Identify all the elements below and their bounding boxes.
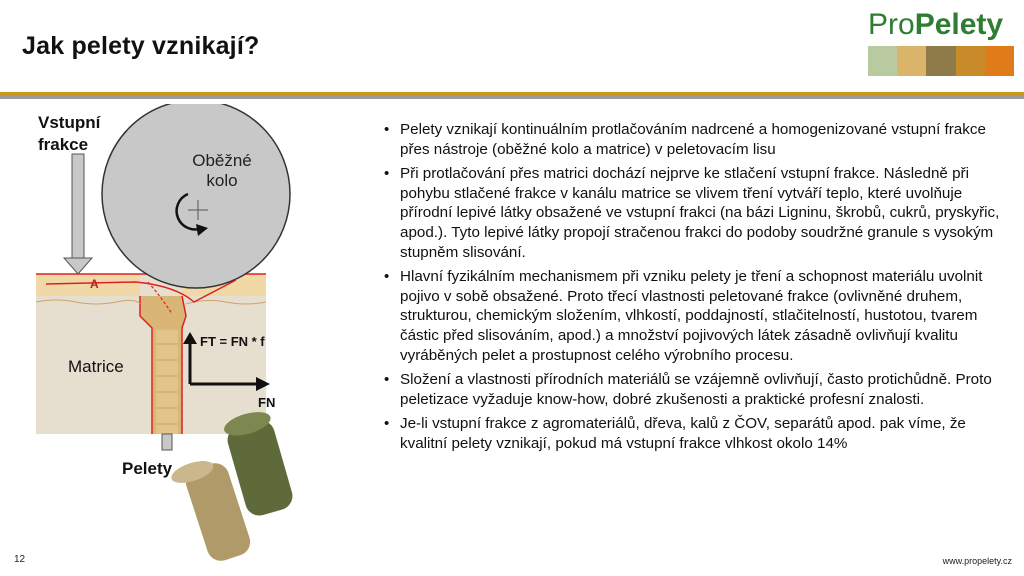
pellets-label: Pelety [122,459,173,478]
propelety-logo [868,8,1014,82]
input-arrow [64,154,92,274]
pellet-press-diagram [36,104,336,574]
die-block [36,274,266,434]
logo-text-pro: Pro [868,8,915,41]
bullet-item: • Je-li vstupní frakce z agromateriálů, dřeva, kalů z ČOV, separátů apod. pak víme, že kvalitní pelety vznikají, pokud má vstupní frakce vlhkost okolo 14% [384,414,1004,453]
bullet-item: • Složení a vlastnosti přírodních materiálů se vzájemně ovlivňují, často protichůdně. Proto peletizace vyžaduje know-how, dobré zkušenosti a praktické profesní znalosti. [384,370,1004,409]
roller-label-2: kolo [206,171,238,190]
input-fraction-label-1: Vstupní [38,113,101,132]
slide-title: Jak pelety vznikají? [22,32,260,60]
website-footer: www.propelety.cz [942,556,1012,566]
header-rule-gray [0,96,1024,99]
logo-photo-strip [868,46,1014,76]
output-arrow [162,434,172,450]
logo-text-pelety: Pelety [914,8,1004,41]
page-number: 12 [14,554,26,565]
friction-force-equation: FT = FN * f [200,334,265,349]
roller-label-1: Oběžné [192,151,252,170]
bullet-item: • Hlavní fyzikálním mechanismem při vzniku pelety je tření a schopnost materiálu uvolnit pojivo v sobě obsažené. Proto třecí vlastnosti peletované frakce (ovlivněné druhem, strukturou, chemickým složením, vlhkostí, poddajností, stlačitelností, hustotou, tvarem částic před slisováním, apod.) a množství pojivových látek zásadně ovlivňují kvalitu vyráběných pelet a prostupnost celého výrobního procesu. [384,267,1004,365]
die-label: Matrice [68,357,124,376]
pellet-in-channel [156,330,178,434]
bullet-item: • Při protlačování přes matrici dochází nejprve ke stlačení vstupní frakce. Následně při pohybu stlačené frakce v kanálu matrice se vlivem tření vytváří teplo, které uvolňuje přírodní lepivé látky obsažené ve vstupní frakci (na bázi Ligninu, škrobů, cukrů, pryskyřic, apod.). Tyto lepivé látky propojí stračenou frakci do podoby soudržné granule s vysokým stupněm slisování. [384,164,1004,262]
logo-text [868,8,1014,42]
normal-force-label: FN [258,395,276,410]
bullet-list [384,120,1004,459]
input-fraction-label-2: frakce [38,135,89,154]
roller-circle [102,104,290,288]
bullet-item: • Pelety vznikají kontinuálním protlačováním nadrcené a homogenizované vstupní frakce přes nástroje (oběžné kolo a matrice) v peletovacím lisu [384,120,1004,159]
point-a-label: A [90,277,99,291]
